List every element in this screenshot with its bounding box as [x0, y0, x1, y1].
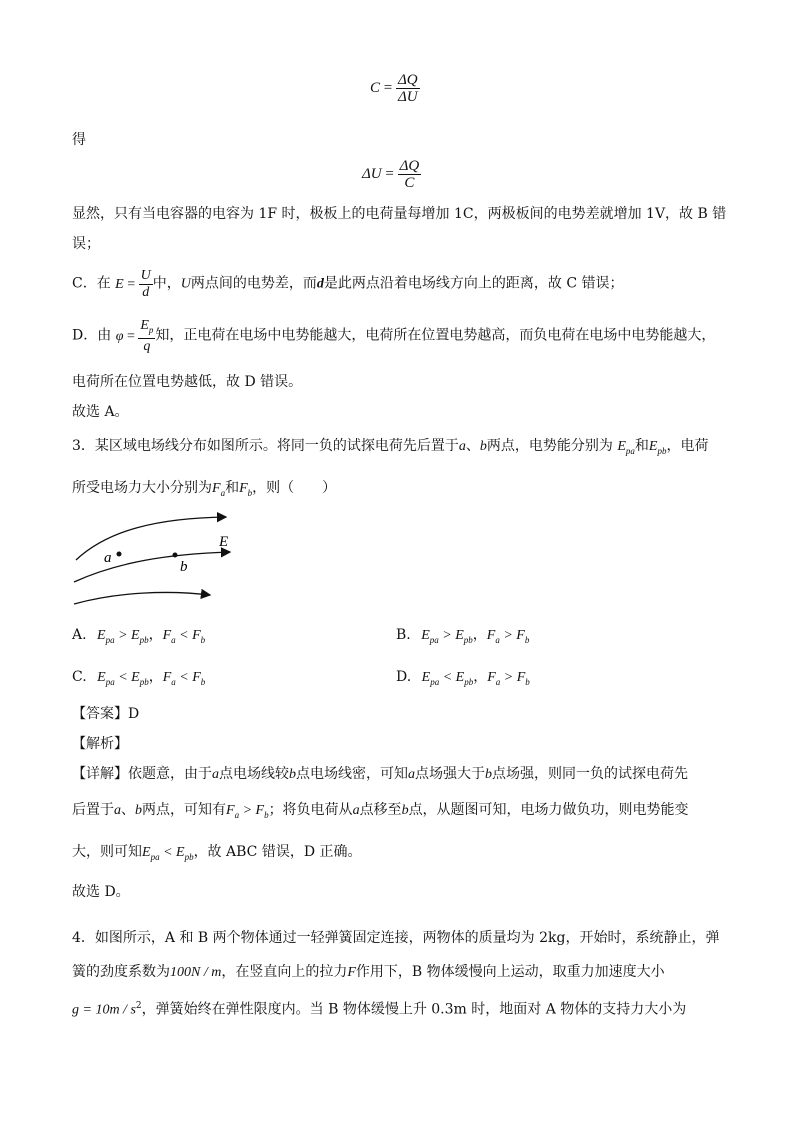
- eq2-fraction: [398, 158, 422, 191]
- label-a: a: [104, 550, 112, 566]
- point-a: [117, 552, 122, 557]
- epb-symbol: $E_{pb}$: [648, 439, 667, 456]
- answer-label: 【答案】D: [72, 706, 140, 722]
- fa-fb-symbols: $F_a$和$F_b$: [212, 480, 253, 498]
- field-line-middle: [74, 552, 230, 582]
- q3-text4: 所受电场力大小分别为: [72, 480, 212, 496]
- detail-line3: 大，则可知$E_{pa} < E_{pb}$，故 ABC 错误，D 正确。: [72, 844, 362, 862]
- c-text1: 两点间的电势差，而: [190, 275, 317, 292]
- c-prefix: C．在: [72, 275, 111, 292]
- q4-g: g = 10m / s: [72, 1002, 136, 1018]
- q3-text2: 两点，电势能分别为: [486, 438, 613, 454]
- detail-t3: 点电场线密，可知: [296, 766, 408, 782]
- c-mid: 中，: [152, 275, 181, 292]
- d-line2: 电荷所在位置电势越低，故 D 错误。: [72, 374, 303, 390]
- c-d-symbol: d: [316, 276, 324, 292]
- choose-a: 故选 A。: [72, 404, 129, 420]
- field-line-bottom: [74, 592, 210, 604]
- q4-t2: ，在竖直向上的拉力: [221, 964, 348, 980]
- q3-line1: [72, 436, 708, 461]
- label-e: E: [219, 534, 229, 550]
- capacitance-equation: C = $\frac{\Delta Q}{\Delta U}$: [370, 72, 418, 105]
- q4-f: F: [347, 965, 356, 980]
- option-b[interactable]: B. $E_{pa} > E_{pb}$，$F_a > F_b$: [396, 627, 530, 645]
- q3-text5: ，则（ ）: [252, 480, 337, 496]
- epa-symbol: $E_{pa}$: [617, 439, 635, 456]
- q4-line1: 4．如图所示，A 和 B 两个物体通过一轻弹簧固定连接，两物体的质量均为 2kg，开始时，系统静止，弹: [72, 930, 720, 946]
- q4-line3: $g = 10m / s^2$，弹簧始终在弹性限度内。当 B 物体缓慢上升 0.3m 时，地面对 A 物体的支持力大小为: [72, 1001, 687, 1018]
- para1-line1: 显然，只有当电容器的电容为 1F 时，极板上的电荷量每增加 1C，两极板间的电势差就增加 1V，故 B 错: [72, 206, 727, 222]
- phi-equals-ep-over-q: φ = $\frac{E_p}{q}$: [115, 318, 154, 354]
- option-d[interactable]: D. $E_{pa} < E_{pb}$，$F_a > F_b$: [396, 669, 530, 687]
- detail-line1: 【详解】依题意，由于a点电场线较b点电场线密，可知a点场强大于b点场强，则同一负的试探电荷先: [72, 766, 688, 782]
- detail-t2: 点电场线较: [219, 766, 289, 782]
- q4-t1: 簧的劲度系数为: [72, 964, 170, 980]
- de-text: 得: [72, 132, 86, 148]
- voltage-equation: ΔU = $\frac{\Delta Q}{C}$: [362, 158, 420, 191]
- q3-text1: 3．某区域电场线分布如图所示。将同一负的试探电荷先后置于: [72, 438, 459, 454]
- choose-d: 故选 D。: [72, 884, 130, 900]
- detail-t8: ；将负电荷从: [268, 802, 353, 818]
- q3-a: a: [458, 439, 466, 454]
- q4-line2: [72, 962, 665, 983]
- q3-sep: 、: [465, 438, 480, 454]
- d-text1: 知，正电荷在电场中电势能越大，电荷所在位置电势越高，而负电荷在电场中电势能越大，: [155, 327, 716, 344]
- detail-t1: 【详解】依题意，由于: [72, 766, 212, 782]
- q4-t4: ，弹簧始终在弹性限度内。当 B 物体缓慢上升 0.3m 时，地面对 A 物体的支持力大小为: [141, 1001, 687, 1018]
- detail-t10: 点，从题图可知，电场力做负功，则电势能变: [408, 802, 689, 818]
- detail-line2: 后置于a、b两点，可知有$F_a > F_b$；将负电荷从a点移至b点，从题图可知，电场力做负功，则电势能变: [72, 802, 689, 820]
- option-d-letter: D.: [396, 669, 412, 685]
- analysis-label: 【解析】: [72, 736, 128, 752]
- detail-t11: 大，则可知: [72, 844, 142, 860]
- option-c[interactable]: C. $E_{pa} < E_{pb}$，$F_a < F_b$: [72, 669, 206, 687]
- q3-text3: ，电荷: [666, 438, 709, 454]
- q3-line2: [72, 478, 336, 503]
- detail-t7: 两点，可知有: [142, 802, 226, 818]
- detail-t12: ，故 ABC 错误，D 正确。: [193, 844, 362, 860]
- eq1-lhs: C: [370, 79, 381, 96]
- detail-t4: 点场强大于: [415, 766, 485, 782]
- option-b-letter: B.: [396, 627, 411, 643]
- q3-b: b: [479, 439, 487, 454]
- option-d-explanation: [72, 318, 715, 355]
- q4-k: 100N / m: [170, 965, 222, 980]
- eq1-fraction: [396, 72, 420, 105]
- c-u-symbol: U: [180, 276, 191, 292]
- d-prefix: D．由: [72, 327, 112, 344]
- q4-t3: 作用下，B 物体缓慢向上运动，取重力加速度大小: [355, 964, 665, 980]
- detail-t6: 后置于: [72, 802, 114, 818]
- point-b: [173, 553, 178, 558]
- eq2-lhs: ΔU: [362, 165, 382, 182]
- label-b: b: [180, 559, 188, 575]
- option-a-letter: A.: [72, 627, 87, 643]
- para1-line2: 误；: [72, 236, 100, 252]
- q3-and: 和: [634, 438, 649, 454]
- c-text2: 是此两点沿着电场线方向上的距离，故 C 错误；: [323, 275, 624, 292]
- option-c-explanation: [72, 268, 624, 301]
- eq1-denominator: ΔU: [397, 89, 418, 105]
- option-c-letter: C.: [72, 669, 87, 685]
- eq2-numerator: ΔQ: [399, 158, 420, 174]
- field-line-figure: [68, 510, 248, 610]
- detail-t9: 点移至: [359, 802, 402, 818]
- option-a[interactable]: A. $E_{pa} > E_{pb}$，$F_a < F_b$: [72, 627, 206, 645]
- e-equals-u-over-d: E = $\frac{U}{d}$: [115, 268, 151, 300]
- eq2-denominator: C: [404, 175, 415, 191]
- detail-t5: 点场强，则同一负的试探电荷先: [492, 766, 688, 782]
- eq1-numerator: ΔQ: [397, 72, 418, 88]
